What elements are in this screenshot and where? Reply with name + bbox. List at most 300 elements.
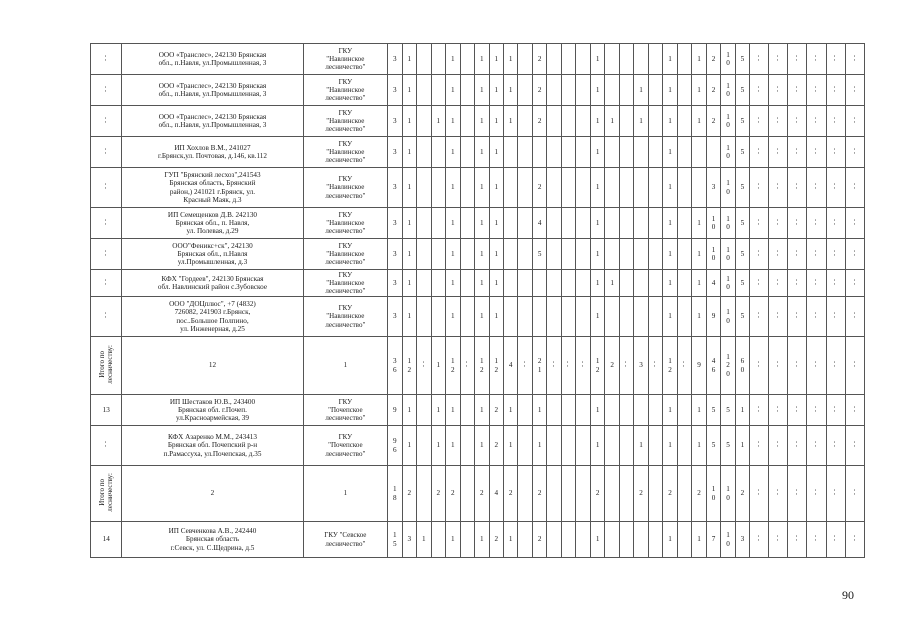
row-number: - - <box>101 85 109 92</box>
value-cell: 1 <box>663 270 677 297</box>
value-cell: 1 <box>489 137 503 168</box>
value-cell <box>750 239 769 270</box>
total-forestry-count: 1 <box>303 337 388 395</box>
value-cell: 1 0 <box>721 137 735 168</box>
total-forestry-count: 1 <box>303 466 388 522</box>
value-cell <box>634 297 648 337</box>
value-cell <box>845 297 864 337</box>
value-cell <box>788 522 807 558</box>
dash-mark: - - <box>793 147 801 154</box>
value-cell <box>788 106 807 137</box>
value-cell <box>769 168 788 208</box>
value-cell <box>561 466 575 522</box>
value-cell <box>677 337 691 395</box>
dash-mark: - - <box>850 361 858 368</box>
value-cell <box>417 168 431 208</box>
value-cell <box>561 297 575 337</box>
dash-mark: - - <box>812 278 820 285</box>
dash-mark: - - <box>774 218 782 225</box>
value-cell <box>503 239 517 270</box>
value-cell <box>826 137 845 168</box>
table-row <box>91 75 865 106</box>
value-cell <box>677 75 691 106</box>
dash-mark: - - <box>774 54 782 61</box>
value-cell <box>750 168 769 208</box>
value-cell <box>576 168 590 208</box>
value-cell: 1 <box>402 44 416 75</box>
value-cell: 1 <box>446 75 460 106</box>
row-number-cell <box>91 208 122 239</box>
value-cell <box>845 270 864 297</box>
value-cell: 5 <box>735 137 749 168</box>
value-cell: 2 <box>475 466 489 522</box>
value-cell <box>460 337 474 395</box>
value-cell: 2 <box>706 75 720 106</box>
organization-cell: ИП Хохлов В.М., 241027 г.Брянск,ул. Почтовая, д.146, кв.112 <box>122 137 303 168</box>
dash-mark: - - <box>774 405 782 412</box>
dash-mark: - - <box>793 249 801 256</box>
value-cell <box>576 426 590 466</box>
dash-mark: - - <box>850 218 858 225</box>
value-cell <box>605 239 619 270</box>
dash-mark: - - <box>774 85 782 92</box>
value-cell <box>619 106 633 137</box>
dash-mark: - - <box>463 361 471 368</box>
organization-cell: ГУП "Брянский лесхоз",241543 Брянская область, Брянский район,) 241021 г.Брянск, ул. Красный Маяк, д.3 <box>122 168 303 208</box>
value-cell: 5 <box>735 106 749 137</box>
value-cell: 1 <box>503 426 517 466</box>
table-row <box>91 395 865 426</box>
value-cell <box>634 208 648 239</box>
total-org-count: 12 <box>122 337 303 395</box>
value-cell <box>750 270 769 297</box>
value-cell: 1 <box>489 270 503 297</box>
dash-mark: - - <box>755 405 762 412</box>
value-cell: 1 <box>663 106 677 137</box>
value-cell: 1 <box>590 44 604 75</box>
value-cell <box>619 297 633 337</box>
forestry-cell: ГКУ "Почепское лесничество" <box>303 426 388 466</box>
dash-mark: - - <box>812 183 820 190</box>
total-row <box>91 337 865 395</box>
value-cell <box>561 426 575 466</box>
value-cell: 5 <box>735 239 749 270</box>
value-cell: 1 <box>692 75 706 106</box>
dash-mark: - - <box>831 183 839 190</box>
dash-mark: - - <box>850 278 858 285</box>
value-cell: 1 5 <box>388 522 402 558</box>
value-cell <box>547 426 561 466</box>
value-cell: 2 <box>503 466 517 522</box>
value-cell <box>576 297 590 337</box>
value-cell: 5 <box>532 239 546 270</box>
value-cell <box>619 137 633 168</box>
value-cell <box>750 426 769 466</box>
value-cell <box>619 168 633 208</box>
value-cell: 1 <box>634 75 648 106</box>
value-cell: 1 0 <box>721 297 735 337</box>
value-cell <box>547 297 561 337</box>
value-cell <box>769 106 788 137</box>
dash-mark: - - <box>774 361 782 368</box>
value-cell <box>561 168 575 208</box>
value-cell <box>605 44 619 75</box>
value-cell <box>503 270 517 297</box>
dash-mark: - - <box>850 441 858 448</box>
value-cell: 1 <box>663 168 677 208</box>
value-cell: 2 1 <box>532 337 546 395</box>
table-row <box>91 297 865 337</box>
value-cell: 1 <box>663 137 677 168</box>
value-cell <box>648 395 662 426</box>
value-cell <box>561 270 575 297</box>
value-cell: 1 <box>590 239 604 270</box>
value-cell <box>518 168 532 208</box>
value-cell: 1 2 <box>446 337 460 395</box>
value-cell: 1 <box>663 75 677 106</box>
value-cell <box>826 168 845 208</box>
value-cell <box>431 44 445 75</box>
value-cell <box>648 208 662 239</box>
value-cell: 1 <box>475 106 489 137</box>
value-cell <box>677 168 691 208</box>
value-cell: 1 <box>590 137 604 168</box>
value-cell <box>788 137 807 168</box>
value-cell <box>431 208 445 239</box>
value-cell: 1 <box>402 168 416 208</box>
dash-mark: - - <box>812 312 820 319</box>
value-cell: 2 <box>692 466 706 522</box>
value-cell <box>460 208 474 239</box>
value-cell: 1 <box>503 44 517 75</box>
value-cell: 1 0 <box>721 106 735 137</box>
value-cell <box>769 426 788 466</box>
value-cell: 1 <box>634 426 648 466</box>
total-row <box>91 466 865 522</box>
value-cell: 1 <box>446 137 460 168</box>
value-cell <box>417 426 431 466</box>
row-number-cell <box>91 75 122 106</box>
dash-mark: - - <box>850 535 858 542</box>
value-cell <box>460 297 474 337</box>
value-cell: 1 <box>475 44 489 75</box>
value-cell <box>634 168 648 208</box>
value-cell <box>431 239 445 270</box>
value-cell: 1 <box>692 106 706 137</box>
forestry-cell: ГКУ "Навлинское лесничество" <box>303 208 388 239</box>
value-cell <box>460 239 474 270</box>
value-cell: 1 <box>489 239 503 270</box>
value-cell: 1 <box>475 426 489 466</box>
value-cell <box>460 44 474 75</box>
row-number: - - <box>101 54 109 61</box>
value-cell: 3 <box>634 337 648 395</box>
value-cell <box>547 239 561 270</box>
value-cell <box>788 337 807 395</box>
value-cell: 9 <box>388 395 402 426</box>
dash-mark: - - <box>755 218 762 225</box>
value-cell: 1 <box>590 208 604 239</box>
value-cell <box>561 208 575 239</box>
value-cell <box>561 106 575 137</box>
value-cell <box>826 270 845 297</box>
value-cell: 1 <box>475 168 489 208</box>
value-cell: 1 <box>446 44 460 75</box>
value-cell <box>845 426 864 466</box>
value-cell <box>807 106 826 137</box>
value-cell <box>576 270 590 297</box>
dash-mark: - - <box>812 535 820 542</box>
value-cell: 9 6 <box>388 426 402 466</box>
dash-mark: - - <box>850 249 858 256</box>
dash-mark: - - <box>831 278 839 285</box>
organization-cell: ИП Семещенков Д.В. 242130 Брянская обл., п. Навля, ул. Полевая, д.29 <box>122 208 303 239</box>
value-cell: 1 <box>692 239 706 270</box>
value-cell <box>518 137 532 168</box>
value-cell <box>845 239 864 270</box>
value-cell <box>677 297 691 337</box>
dash-mark: - - <box>812 361 820 368</box>
value-cell: 1 <box>475 395 489 426</box>
value-cell: 5 <box>706 426 720 466</box>
value-cell: 2 <box>663 466 677 522</box>
value-cell: 3 <box>388 270 402 297</box>
value-cell: 1 <box>590 168 604 208</box>
value-cell: 1 <box>489 297 503 337</box>
value-cell <box>648 106 662 137</box>
value-cell <box>648 466 662 522</box>
value-cell <box>576 106 590 137</box>
value-cell: 3 <box>388 297 402 337</box>
value-cell <box>807 297 826 337</box>
value-cell: 2 <box>446 466 460 522</box>
dash-mark: - - <box>812 489 820 496</box>
value-cell <box>677 106 691 137</box>
value-cell <box>769 137 788 168</box>
value-cell: 1 <box>590 426 604 466</box>
value-cell <box>547 75 561 106</box>
table-row <box>91 44 865 75</box>
dash-mark: - - <box>755 116 762 123</box>
value-cell: 9 <box>706 297 720 337</box>
dash-mark: - - <box>651 361 659 368</box>
value-cell: 2 <box>532 466 546 522</box>
value-cell: 9 <box>692 337 706 395</box>
value-cell <box>417 137 431 168</box>
value-cell <box>788 270 807 297</box>
value-cell: 5 <box>735 208 749 239</box>
row-number: - - <box>101 183 109 190</box>
value-cell <box>769 75 788 106</box>
value-cell <box>826 395 845 426</box>
dash-mark: - - <box>755 54 762 61</box>
dash-mark: - - <box>774 535 782 542</box>
value-cell <box>460 137 474 168</box>
value-cell <box>769 522 788 558</box>
value-cell <box>417 208 431 239</box>
value-cell: 1 <box>446 522 460 558</box>
dash-mark: - - <box>831 147 839 154</box>
value-cell <box>547 208 561 239</box>
value-cell: 1 <box>446 426 460 466</box>
row-number-cell <box>91 106 122 137</box>
dash-mark: - - <box>774 116 782 123</box>
value-cell <box>750 75 769 106</box>
value-cell: 2 <box>532 44 546 75</box>
dash-mark: - - <box>831 489 839 496</box>
total-org-count: 2 <box>122 466 303 522</box>
value-cell: 1 <box>431 426 445 466</box>
forestry-cell: ГКУ "Навлинское лесничество" <box>303 270 388 297</box>
dash-mark: - - <box>793 441 801 448</box>
total-label-cell <box>91 337 122 395</box>
value-cell <box>788 168 807 208</box>
value-cell <box>648 337 662 395</box>
value-cell <box>561 522 575 558</box>
row-number: - - <box>101 147 109 154</box>
value-cell <box>532 137 546 168</box>
value-cell <box>788 426 807 466</box>
value-cell: 1 <box>663 239 677 270</box>
value-cell <box>460 466 474 522</box>
row-number: - - <box>101 312 109 319</box>
value-cell <box>619 44 633 75</box>
value-cell <box>692 137 706 168</box>
dash-mark: - - <box>755 183 762 190</box>
value-cell <box>677 466 691 522</box>
value-cell: 1 <box>446 168 460 208</box>
value-cell: 1 <box>735 426 749 466</box>
value-cell: 2 <box>532 106 546 137</box>
value-cell <box>518 208 532 239</box>
value-cell: 1 <box>605 106 619 137</box>
value-cell: 1 <box>590 270 604 297</box>
table-row <box>91 239 865 270</box>
dash-mark: - - <box>793 361 801 368</box>
row-number-cell <box>91 239 122 270</box>
dash-mark: - - <box>774 183 782 190</box>
value-cell: 1 <box>489 168 503 208</box>
value-cell: 4 <box>503 337 517 395</box>
value-cell <box>518 239 532 270</box>
value-cell <box>605 522 619 558</box>
value-cell <box>460 270 474 297</box>
value-cell <box>518 337 532 395</box>
value-cell: 5 <box>706 395 720 426</box>
value-cell <box>769 337 788 395</box>
value-cell: 1 <box>402 239 416 270</box>
value-cell <box>750 466 769 522</box>
dash-mark: - - <box>755 361 762 368</box>
value-cell <box>788 239 807 270</box>
value-cell <box>769 270 788 297</box>
dash-mark: - - <box>831 249 839 256</box>
dash-mark: - - <box>755 312 762 319</box>
row-number: - - <box>101 218 109 225</box>
value-cell: 3 <box>388 239 402 270</box>
value-cell <box>605 395 619 426</box>
organization-cell: ООО"Феникс+ск", 242130 Брянская обл., п.Навля ул.Промышленная, д.3 <box>122 239 303 270</box>
dash-mark: - - <box>774 147 782 154</box>
value-cell <box>431 297 445 337</box>
value-cell: 1 2 <box>489 337 503 395</box>
value-cell <box>826 239 845 270</box>
value-cell <box>677 239 691 270</box>
dash-mark: - - <box>812 54 820 61</box>
dash-mark: - - <box>774 489 782 496</box>
value-cell: 5 <box>735 270 749 297</box>
value-cell <box>677 137 691 168</box>
value-cell <box>807 168 826 208</box>
value-cell: 1 0 <box>721 522 735 558</box>
value-cell: 1 <box>663 297 677 337</box>
value-cell <box>750 297 769 337</box>
organization-cell: ООО «Транслес», 242130 Брянская обл., п.Навля, ул.Промышленная, 3 <box>122 75 303 106</box>
value-cell <box>845 75 864 106</box>
dash-mark: - - <box>755 535 762 542</box>
dash-mark: - - <box>850 116 858 123</box>
value-cell <box>547 337 561 395</box>
value-cell: 1 2 0 <box>721 337 735 395</box>
table-row <box>91 137 865 168</box>
forestry-cell: ГКУ "Навлинское лесничество" <box>303 168 388 208</box>
value-cell <box>769 239 788 270</box>
forestry-cell: ГКУ "Почепское лесничество" <box>303 395 388 426</box>
value-cell <box>677 270 691 297</box>
value-cell: 1 <box>402 106 416 137</box>
value-cell <box>677 522 691 558</box>
dash-mark: - - <box>578 361 586 368</box>
value-cell: 3 <box>388 106 402 137</box>
value-cell <box>648 75 662 106</box>
value-cell <box>677 208 691 239</box>
dash-mark: - - <box>793 116 801 123</box>
row-number-cell <box>91 270 122 297</box>
value-cell: 2 <box>489 522 503 558</box>
dash-mark: - - <box>793 405 801 412</box>
value-cell: 2 <box>402 466 416 522</box>
value-cell <box>576 395 590 426</box>
value-cell <box>648 168 662 208</box>
value-cell: 2 <box>706 44 720 75</box>
value-cell: 1 8 <box>388 466 402 522</box>
value-cell <box>826 337 845 395</box>
value-cell <box>576 208 590 239</box>
value-cell <box>826 44 845 75</box>
dash-mark: - - <box>831 405 839 412</box>
value-cell: 1 <box>503 522 517 558</box>
value-cell <box>431 168 445 208</box>
dash-mark: - - <box>850 312 858 319</box>
value-cell <box>561 44 575 75</box>
value-cell <box>807 426 826 466</box>
value-cell: 1 0 <box>706 239 720 270</box>
dash-mark: - - <box>812 147 820 154</box>
value-cell: 1 <box>532 426 546 466</box>
value-cell <box>547 270 561 297</box>
value-cell: 1 <box>663 426 677 466</box>
value-cell <box>576 337 590 395</box>
value-cell <box>648 522 662 558</box>
value-cell <box>619 395 633 426</box>
value-cell <box>619 522 633 558</box>
value-cell <box>561 337 575 395</box>
value-cell <box>845 106 864 137</box>
forestry-report-table <box>90 43 865 558</box>
value-cell <box>826 106 845 137</box>
row-number: - - <box>101 441 109 448</box>
dash-mark: - - <box>564 361 572 368</box>
